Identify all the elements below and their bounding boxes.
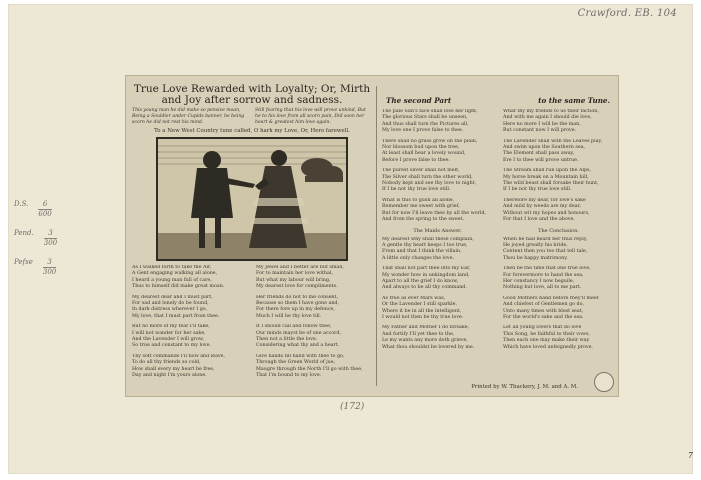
note-num: 3 [47, 258, 52, 267]
verse-line: Good Mothers hand before they'll meet [503, 295, 599, 301]
verse-line: And mild by weeds are my dear, [503, 204, 581, 210]
verse-line: A Gent engaging walking all alone, [132, 271, 218, 277]
first-part-verses [132, 265, 372, 384]
ballad-intro [132, 108, 372, 126]
verse-line: Then be the time that one true love, [503, 266, 591, 272]
verse-line: Where it be in all the intelligent, [382, 308, 462, 314]
verse-line: Which have loved unfeignedly prove. [503, 344, 593, 350]
verse-line: Then each one may make their way [503, 338, 590, 344]
stanza [382, 139, 493, 165]
verse-line: What thou shouldst be lovered by me. [382, 344, 475, 350]
verse-line: Thy soft commands I'll now and leave, [132, 353, 226, 359]
verse-line: For that I love and the above. [503, 217, 575, 223]
verse-line: Here no more I will be the man, [503, 121, 581, 127]
verse-line: The wild beast shall forsake their hunt, [503, 181, 599, 187]
verse-line: And chiefest of Gentlemen go do, [503, 302, 585, 308]
verse-line: Give hands till hand with thee to go, [256, 353, 345, 359]
verse-line: My love, that I must part from thee. [132, 313, 220, 319]
stanza [382, 109, 493, 135]
verse-line: And with me again I should die love, [503, 115, 592, 121]
note-num: 3 [48, 229, 53, 238]
stanza [503, 168, 614, 194]
note-num: 6 [42, 200, 48, 208]
stanza [503, 266, 614, 292]
woodcut-image [157, 138, 347, 260]
verse-line: Le my wants any more doth grieve, [382, 338, 468, 344]
stanza [503, 237, 614, 263]
verse-line: Or the Lavender I still sparkle, [382, 302, 457, 308]
verse-line: The glorious Stars shall be unseen, [382, 115, 468, 121]
verse-line: What thy my friends to us their faction, [503, 109, 599, 114]
verse-line: Let all young lovers that do love [503, 325, 582, 331]
stanza [132, 354, 248, 380]
note-label: Pend. [14, 229, 34, 238]
second-part-title: The second Part [386, 96, 452, 105]
second-part [382, 94, 614, 355]
stanza [382, 168, 493, 194]
verse-line: My Jewel and I better are but small, [256, 265, 344, 270]
verse-line: That I'm bound to my love. [256, 373, 322, 379]
verse-line: To do all thy friends so cold, [132, 360, 201, 366]
verse-line: Before I prove false to thee. [382, 157, 450, 163]
note-label: Pefse [14, 258, 33, 267]
verse-line: And swim upon the Southern sea, [503, 145, 586, 151]
verse-line: This Song, be faithful to their vows, [503, 331, 590, 337]
verse-line: But for now I'll leave thee by all the world, [382, 210, 487, 216]
verse-line: For sad and lonely do be found, [132, 301, 209, 307]
page-number: (172) [340, 402, 365, 412]
corner-mark: 7 [687, 451, 693, 460]
verse-line: Maugre through the North I'll go with thee, [256, 366, 363, 372]
verse-line: For to maintain her love withal, [256, 271, 333, 277]
second-part-verses [382, 109, 614, 355]
stanza [132, 324, 248, 350]
title-line-2: and Joy after sorrow and sadness. [161, 94, 343, 106]
verse-line: For the world's sake and the sea. [503, 314, 584, 320]
verse-line: My dearest why shall these complain, [382, 236, 474, 242]
stanza [382, 266, 493, 292]
note-fraction [44, 229, 57, 248]
verse-line: Content then you too that tell tale, [503, 249, 588, 255]
stanza [382, 325, 493, 351]
verse-line: If I be not thy true love still. [382, 187, 451, 193]
verse-line: Nor blossom bud upon the tree, [382, 145, 460, 151]
verse-column-mid [256, 265, 372, 384]
verse-line: Much I will be thy love till. [256, 313, 322, 319]
stanza [256, 324, 372, 350]
verse-line: Her friends do not to me consent, [256, 294, 339, 300]
second-part-tune: to the same Tune. [538, 96, 610, 105]
stanza [382, 237, 493, 263]
verse-line: Nothing but love, all to me part. [503, 285, 582, 291]
verse-line: The Stream shall run upon the Alps, [503, 168, 592, 174]
broadside-sheet [125, 75, 619, 397]
verse-line: If I should call and follow thee, [256, 324, 332, 330]
intro-left: This young man he did make so pensive moan, Being a Souldier under Cupids banner, he being scorn he did not rest his mind. [132, 108, 245, 125]
verse-line: And fortify I'll yet thee to the, [382, 331, 455, 337]
verse-line: My dearest love for compliments. [256, 284, 338, 290]
note-label: D.S. [14, 200, 29, 208]
verse-line: What is this to gush all alone, [382, 197, 455, 203]
verse-line: I heard a young man full of care, [132, 277, 212, 283]
verse-line: My dearest dear and I must part, [132, 294, 213, 300]
verse-line: Considering what thy and a heart. [256, 343, 340, 349]
verse-line: Unto many times with blest seat, [503, 308, 584, 314]
stanza [503, 139, 614, 165]
verse-line: Apart to all the grief I do know, [382, 278, 459, 284]
verse-line: Her constancy I now beguile, [503, 278, 575, 284]
stanza [503, 296, 614, 322]
verse-line: From and that I think the villain, [382, 249, 462, 255]
verse-line: A little only changes the love. [382, 255, 455, 261]
verse-line: My love one I prove false to thee. [382, 128, 464, 134]
verse-column-a [382, 109, 493, 355]
stanza [503, 325, 614, 351]
verse-line: My wonder how in unkingdom land, [382, 272, 470, 278]
verse-line: Thou be happy matrimony. [503, 255, 568, 261]
library-stamp [594, 372, 614, 392]
verse-line: That shall not part thee into my Ear, [382, 266, 471, 272]
verse-line: But no more of my fear I'll take, [132, 324, 210, 330]
verse-line: The Silver shall turn the other world, [382, 174, 473, 180]
note-fraction [43, 258, 56, 277]
intro-right: Still fearing that his love will prove unkind, But he to his love from all scorn pain, Did soon her heart & greatest him love again. [255, 108, 366, 125]
verse-column-b [503, 109, 614, 355]
stanza [382, 198, 493, 224]
note-den: 600 [38, 210, 52, 219]
verse-line: When he had heard her thus reply, [503, 236, 588, 242]
verse-column-left [132, 265, 248, 384]
verse-line: The Lavender shall with the Leaves play, [503, 138, 603, 144]
first-part [132, 80, 372, 384]
verse-line: So true and constant to my love. [132, 343, 211, 349]
margin-notes [14, 200, 57, 288]
verse-line: Our minds mayst be of one accord, [256, 330, 342, 336]
imprint: Printed by W. Thackery, J. M. and A. M. [471, 384, 578, 390]
stanza [256, 354, 372, 380]
verse-line: Nobody kept and see thy love to night, [382, 181, 477, 187]
verse-line: Therefore my dear, for love's sake [503, 197, 586, 203]
second-part-heading [386, 96, 610, 105]
stanza [503, 109, 614, 135]
verse-line: But constant now I will prove. [503, 128, 577, 134]
note-den: 300 [43, 239, 58, 248]
verse-line: If I be not thy true love still. [503, 187, 572, 193]
verse-line: Remember me sweet with grief, [382, 204, 460, 210]
verse-line: And always to be all thy command. [382, 285, 467, 291]
note-fraction [38, 200, 51, 219]
verse-line: My horse break on a Mountain hill, [503, 174, 589, 180]
title-line-1: True Love Rewarded with Loyalty; Or, Mirth [133, 83, 371, 95]
verse-line: For there fore up in my defence, [256, 307, 335, 313]
verse-line: For forevermore to hand the sea, [503, 272, 584, 278]
column-divider [376, 86, 377, 386]
verse-line: The Element shall pass away, [503, 151, 575, 157]
note-row [14, 258, 57, 277]
stanza [256, 295, 372, 321]
verse-line: My Father and Mother I do forsake, [382, 325, 470, 331]
woodcut-illustration [156, 137, 348, 261]
verse-line: But what my labour will bring, [256, 277, 331, 283]
ballad-title [132, 84, 372, 106]
verse-line: As I walked forth to take the Air, [132, 265, 212, 270]
conclusion-title: The Conclusion. [538, 227, 579, 234]
verse-line: At least shall hear a lovely wound, [382, 151, 466, 157]
verse-line: How shall every my heart be free, [132, 366, 215, 372]
verse-line: In dark distress wherever I go, [132, 307, 208, 313]
note-den: 300 [42, 268, 57, 277]
tune-line: To a New West Country tune called, O hark my Love, Or, Hero farewell. [154, 128, 350, 134]
verse-line: He joyed greatly his bride, [503, 242, 568, 248]
verse-line: Day and night I'm yours alone. [132, 373, 207, 379]
verse-line: The purest silver shall not melt, [382, 168, 460, 174]
verse-line: And the Lavender I will grow, [132, 337, 204, 343]
verse-line: Ere I to thee will prove untrue. [503, 157, 579, 163]
stanza [503, 198, 614, 224]
verse-line: There shall no grass grow on the plain, [382, 138, 478, 144]
note-row [14, 200, 57, 219]
note-row [14, 229, 57, 248]
verse-line: A gentle thy heart keeps I too true, [382, 242, 468, 248]
stanza [256, 265, 372, 291]
maids-answer-title: The Maids Answer. [413, 227, 462, 234]
verse-line: I would not then be thy true love. [382, 314, 464, 320]
verse-line: I will not wander for her sake, [132, 330, 206, 336]
verse-line: Thus to himself did make great moan. [132, 284, 225, 290]
verse-line: And from the spring to the sweet. [382, 217, 465, 223]
stanza [132, 295, 248, 321]
verse-line: As true as ever Mars was, [382, 295, 446, 301]
verse-line: And thus shall turn the Pictures all, [382, 121, 469, 127]
stanza [132, 265, 248, 291]
stanza [382, 296, 493, 322]
verse-line: Because so them I have gone and, [256, 301, 340, 307]
shelfmark: Crawford. EB. 104 [577, 8, 677, 19]
verse-line: Without wit my hopes and honours, [503, 210, 590, 216]
verse-line: The pale Sun's face shall lose her light, [382, 109, 478, 114]
verse-line: Through the Green World of jue, [256, 360, 336, 366]
verse-line: Then not a little the love. [256, 337, 318, 343]
